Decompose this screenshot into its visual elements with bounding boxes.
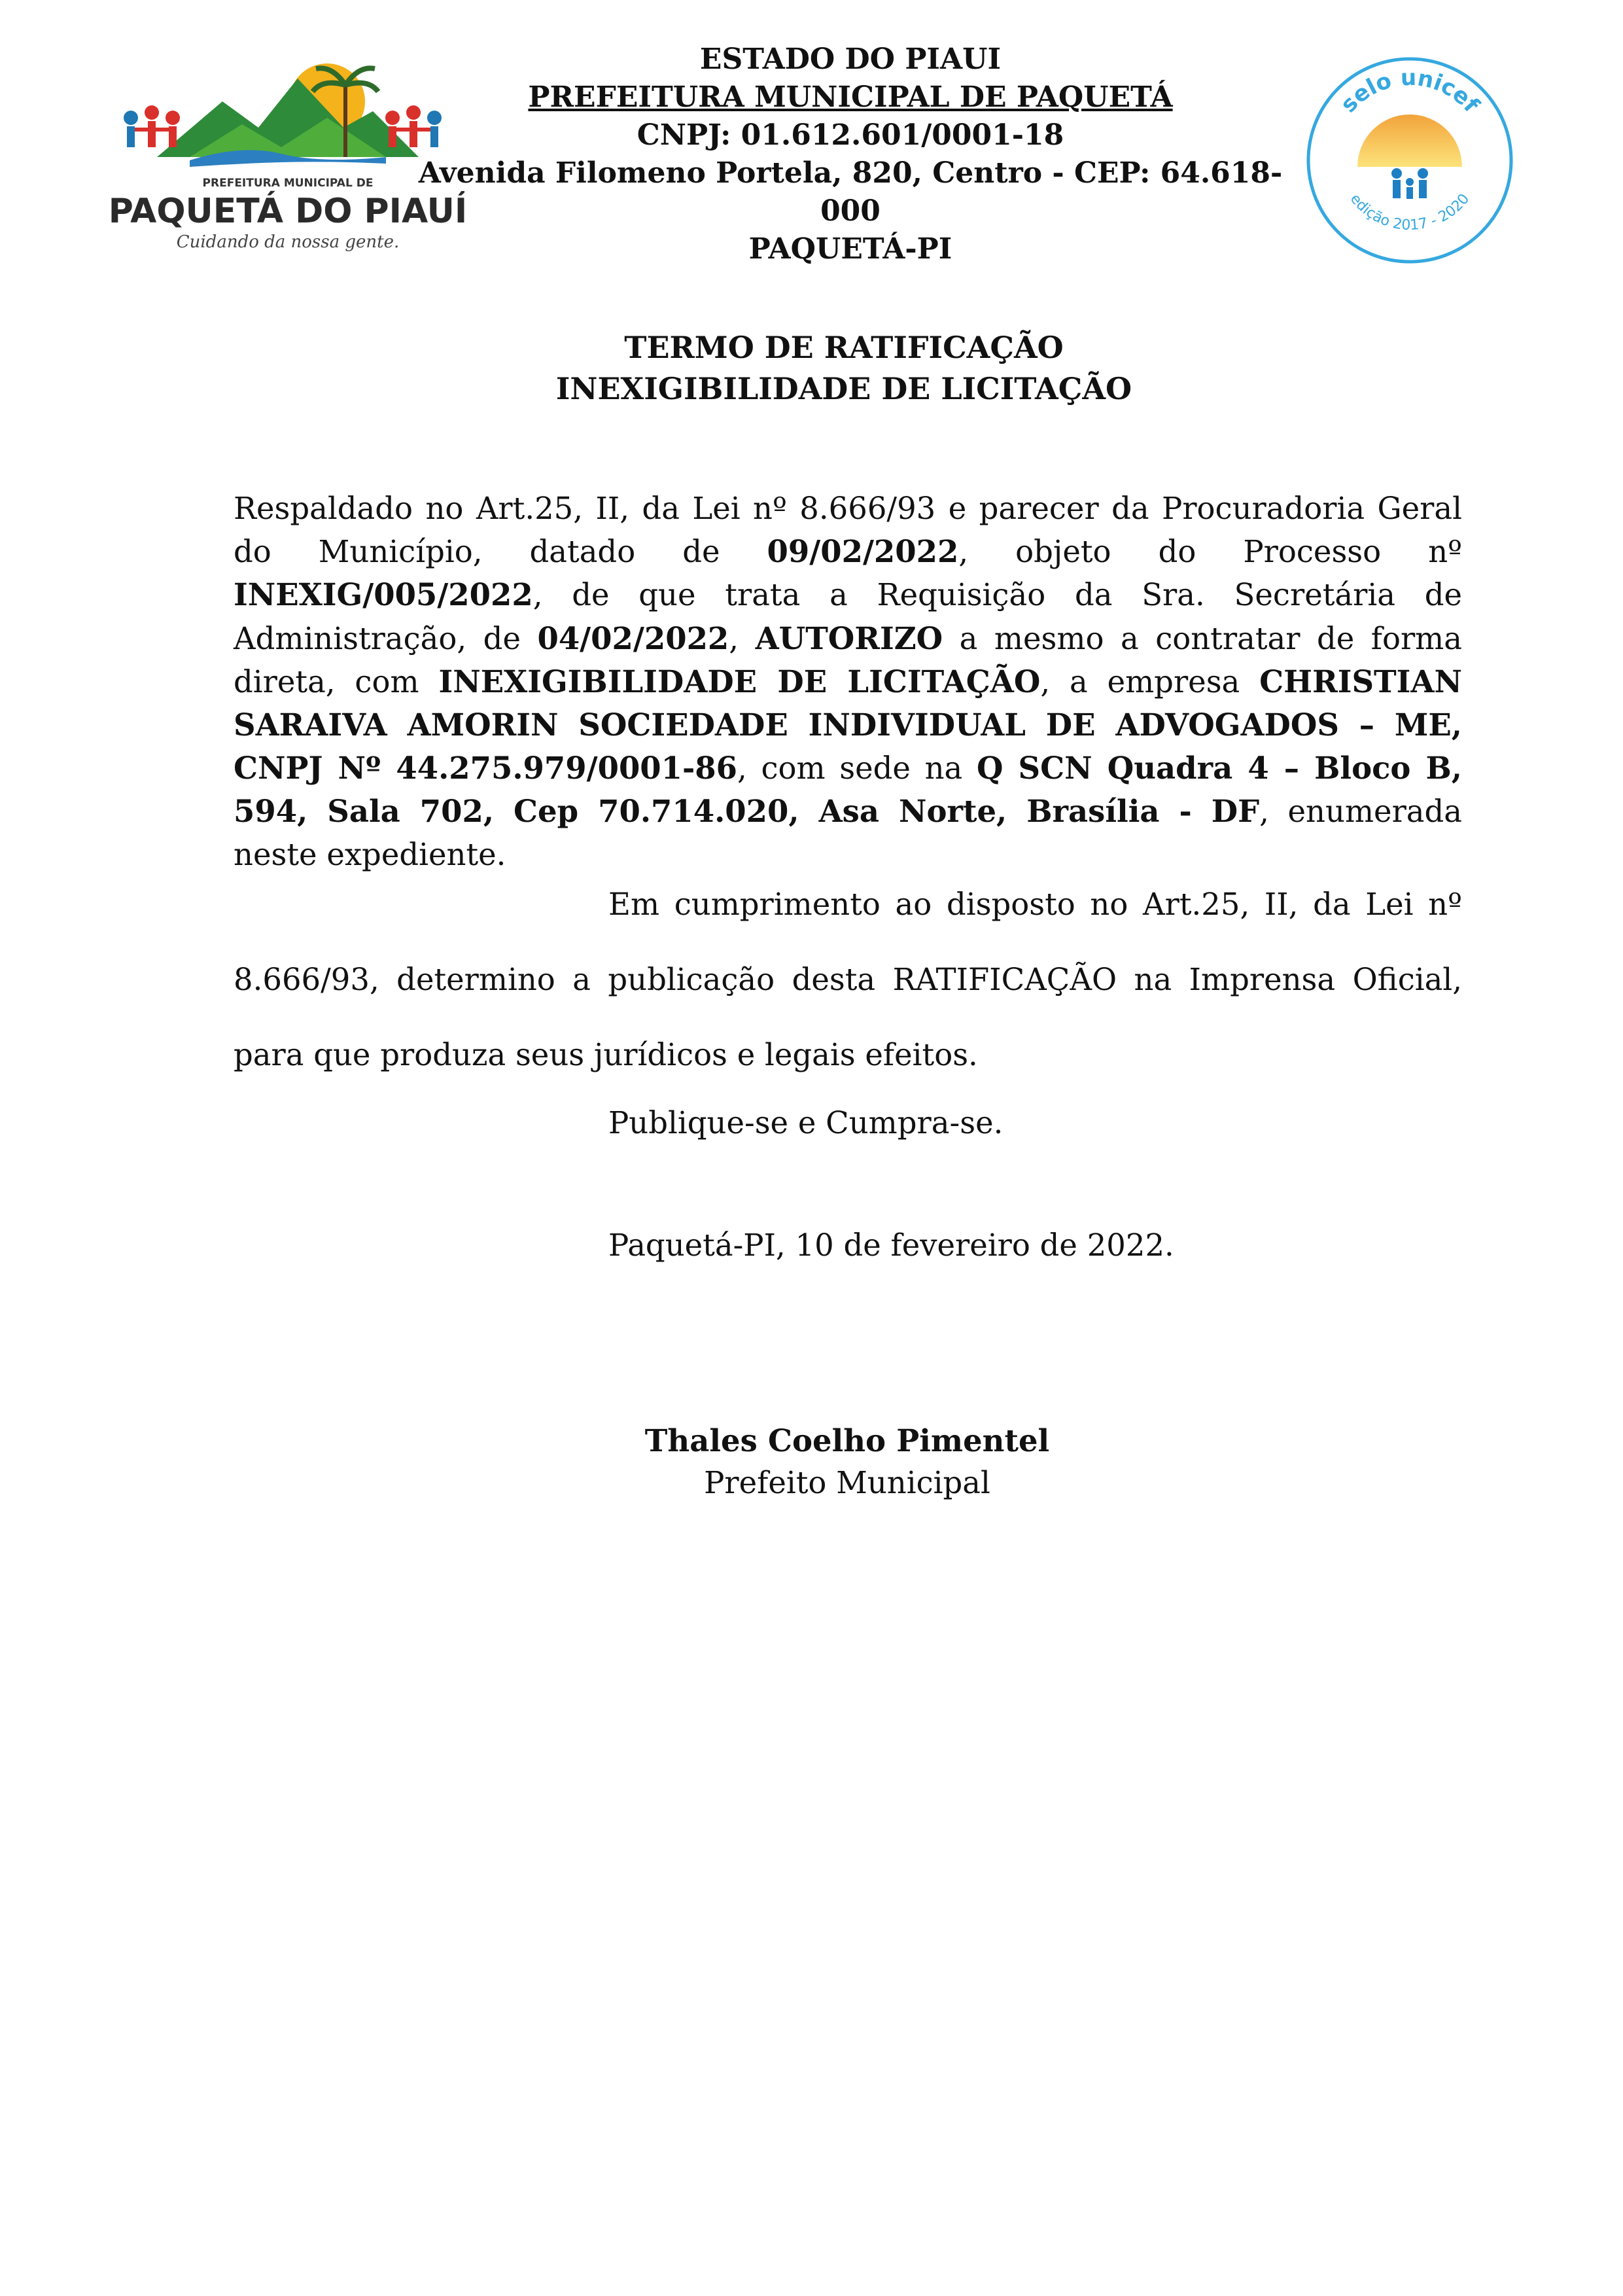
document-title: [314, 327, 1374, 410]
logo-small-text: PREFEITURA MUNICIPAL DE: [202, 177, 374, 190]
text-segment: , a empresa: [1040, 663, 1260, 699]
header-prefeitura: PREFEITURA MUNICIPAL DE PAQUETÁ: [528, 80, 1173, 114]
text-segment: , objeto do Processo nº: [958, 534, 1463, 570]
publique-line: Publique-se e Cumpra-se.: [608, 1105, 1003, 1140]
selo-unicef-logo: [1302, 52, 1518, 268]
bold-segment: INEXIG/005/2022: [234, 576, 533, 613]
sun-icon: [1357, 115, 1462, 167]
selo-top-text: selo unicef: [1335, 64, 1484, 118]
date-line: Paquetá-PI, 10 de fevereiro de 2022.: [608, 1227, 1174, 1263]
text-segment: a mesmo a contratar de forma direta, com: [234, 620, 1462, 699]
bold-segment: Q SCN Quadra 4 – Bloco B, 594, Sala 702, Cep 70.714.020, Asa Norte, Brasília - DF: [234, 750, 1462, 830]
paragraph-publication: Em cumprimento ao disposto no Art.25, II, da Lei nº 8.666/93, determino a publicação desta RATIFICAÇÃO na Imprensa Oficial, para que produza seus jurídicos e legais efeitos.: [234, 887, 1462, 1072]
header-state: ESTADO DO PIAUI: [699, 43, 1002, 76]
family-icon: [1391, 168, 1428, 199]
title-line1: TERMO DE RATIFICAÇÃO: [624, 330, 1064, 365]
header-address: Avenida Filomeno Portela, 820, Centro - CEP: 64.618-000: [418, 156, 1283, 228]
document-header: [393, 41, 1308, 268]
logo-slogan: Cuidando da nossa gente.: [176, 232, 400, 252]
bold-segment: CHRISTIAN SARAIVA AMORIN SOCIEDADE INDIVIDUAL DE ADVOGADOS – ME, CNPJ Nº 44.275.979/0001-86: [234, 663, 1462, 786]
paragraph-authorization: [234, 487, 1462, 876]
text-segment: , com sede na: [737, 751, 977, 786]
people-icon-left: [124, 105, 180, 147]
text-segment: Respaldado no Art.25, II, da Lei nº 8.666/93 e parecer da Procuradoria Geral do Município, datado de: [234, 491, 1462, 570]
text-segment: ,: [729, 620, 756, 656]
bold-segment: AUTORIZO: [755, 620, 943, 656]
header-city: PAQUETÁ-PI: [748, 232, 952, 266]
signature-name: Thales Coelho Pimentel: [644, 1422, 1050, 1458]
text-segment: , enumerada neste expediente.: [234, 794, 1463, 872]
selo-bottom-text: edição 2017 - 2020: [1346, 190, 1473, 234]
bold-segment: INEXIGIBILIDADE DE LICITAÇÃO: [438, 663, 1041, 699]
text-segment: , de que trata a Requisição da Sra. Secretária de Administração, de: [234, 577, 1462, 656]
signature-role: Prefeito Municipal: [704, 1465, 990, 1500]
header-cnpj: CNPJ: 01.612.601/0001-18: [637, 118, 1064, 152]
title-line2: INEXIGIBILIDADE DE LICITAÇÃO: [555, 371, 1132, 406]
logo-name: PAQUETÁ DO PIAUÍ: [111, 192, 464, 231]
bold-segment: 09/02/2022: [767, 533, 959, 570]
bold-segment: 04/02/2022: [537, 620, 729, 656]
